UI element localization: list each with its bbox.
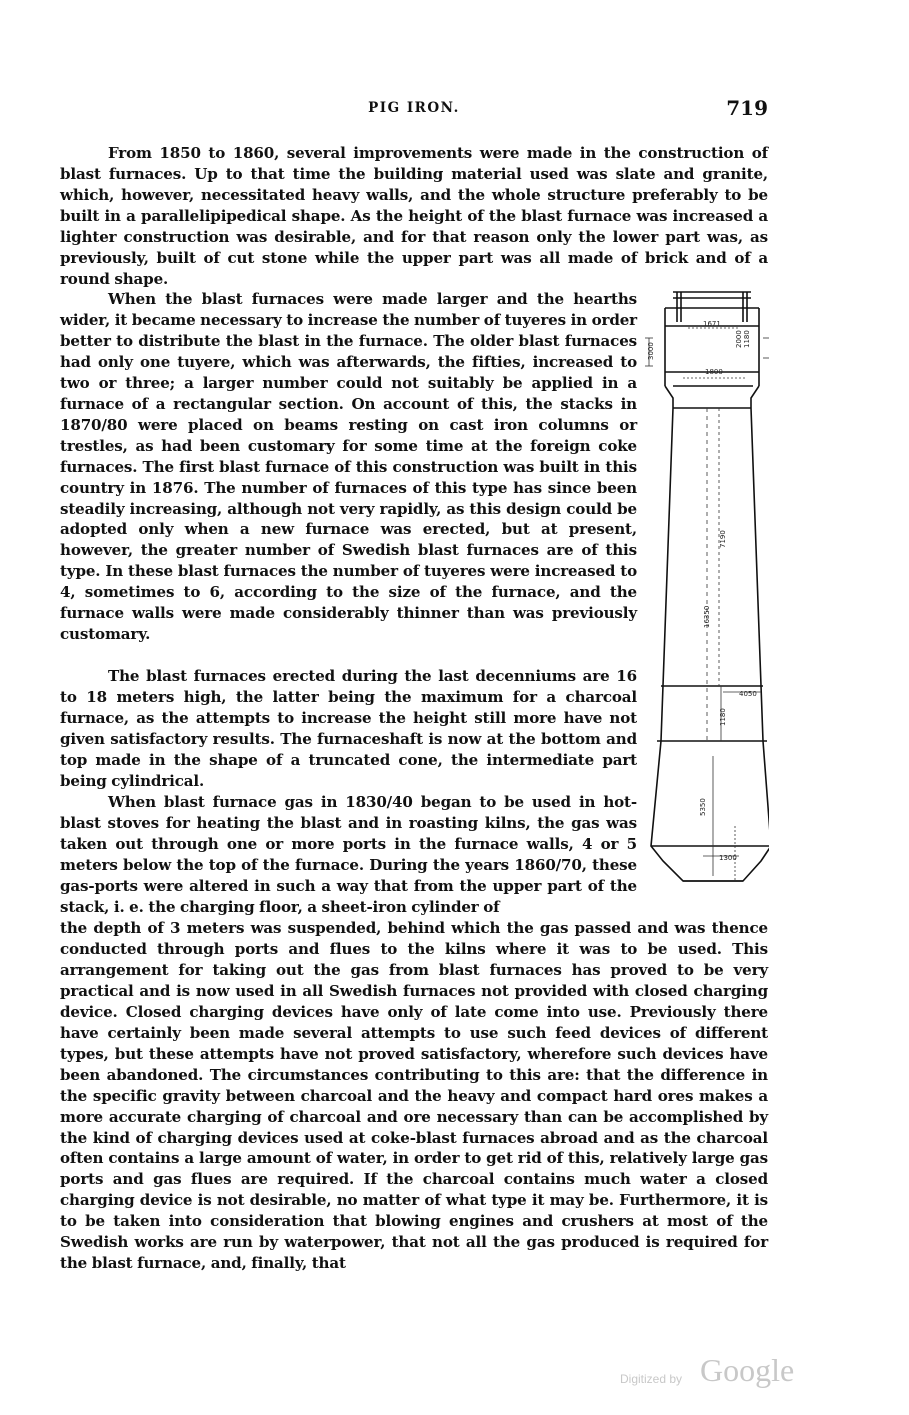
dim-top-inner: 1671 [703,320,721,328]
running-title: PIG IRON. [368,100,460,116]
dim-bosh-width: 4050 [739,690,757,698]
page-header [60,96,768,122]
blast-furnace-figure [643,286,769,894]
paragraph-4-wrapped: When blast furnace gas in 1830/40 began to be used in hot-blast stoves for heating the blast and in roasting kilns, the gas was taken out through one or more ports in the furnace walls, 4 or 5 meters below the top of the furnace. During the years 1860/70, these gas-ports were altered in such a way that from the upper part of the stack, i. e. the charging floor, a sheet-iron cylinder of [60,793,637,916]
paragraph-1: From 1850 to 1860, several improvements were made in the construction of blast furnaces. Up to that time the building material used was slate and granite, which, however, necessitated heavy walls, and the whole structure preferably to be built in a parallelipipedical shape. As the height of the blast furnace was increased a lighter construction was desirable, and for that reason only the lower part was, as previously, built of cut stone while the upper part was all made of brick and of a round shape. [60,144,768,288]
dim-upper-cone-height: 7190 [719,530,727,548]
dim-left-side: 3000 [647,342,655,360]
dim-lower-cone-height: 5350 [699,798,707,816]
paragraph-4-continued: the depth of 3 meters was suspended, behind which the gas passed and was thence conducted through ports and flues to the kilns where it was to be used. This arrangement for taking out the gas from blast furnaces has proved to be very practical and is now used in all Swedish furnaces not provided with closed charging device. Closed charging devices have only of late come into use. Previously there have certainly been made several attempts to use such feed devices of different types, but these attempts have not proved satisfactory, wherefore such devices have been abandoned. The circumstances contributing to this are: that the difference in the specific gravity between charcoal and the heavy and compact hard ores makes a more accurate charging of charcoal and ore necessary than can be accomplished by the kind of charging devices used at coke-blast furnaces abroad and as the charcoal often contains a large amount of water, in order to get rid of this, relatively large gas ports and gas flues are required. If the charcoal contains much water a closed charging device is not desirable, no matter of what type it may be. Furthermore, it is to be taken into consideration that blowing engines and crushers at most of the Swedish works are run by waterpower, that not all the gas produced is required for the blast furnace, and, finally, that [60,919,768,1273]
dim-total-height: 16350 [703,605,711,628]
dim-hearth-width: 1300 [719,854,737,862]
page-number: 719 [726,96,768,120]
watermark-google-logo: Google [700,1352,795,1388]
blast-furnace-profile-drawing-icon [643,286,769,894]
dim-top-width: 1800 [705,368,723,376]
watermark-digitized-by: Digitized by [620,1372,683,1386]
dim-bosh-height: 1180 [719,708,727,726]
dim-cylinder-top-h: 2000 [735,330,743,348]
digitized-watermark [620,1352,820,1392]
dim-cylinder-height: 1180 [743,330,751,348]
paragraph-2: When the blast furnaces were made larger and the hearths wider, it became necessary to increase the number of tuyeres in order better to distribute the blast in the furnace. The older blast furnaces had only one tuyere, which was afterwards, the fifties, increased to two or three; a larger number could not suitably be applied in a furnace of a rectangular section. On account of this, the stacks in 1870/80 were placed on beams resting on cast iron columns or trestles, as had been customary for some time at the foreign coke furnaces. The first blast furnace of this construction was built in this country in 1876. The number of furnaces of this type has since been steadily increasing, although not very rapidly, as this design could be adopted only when a new furnace was erected, but at present, however, the greater number of Swedish blast furnaces are of this type. In these blast furnaces the number of tuyeres were increased to 4, sometimes to 6, according to the size of the furnace, and the furnace walls were made considerably thinner than was previously customary. [60,290,637,644]
paragraph-3: The blast furnaces erected during the last decenniums are 16 to 18 meters high, the latter being the maximum for a charcoal furnace, as the attempts to increase the height still more have not given satisfactory results. The furnaceshaft is now at the bottom and top made in the shape of a truncated cone, the intermediate part being cylindrical. [60,667,637,790]
